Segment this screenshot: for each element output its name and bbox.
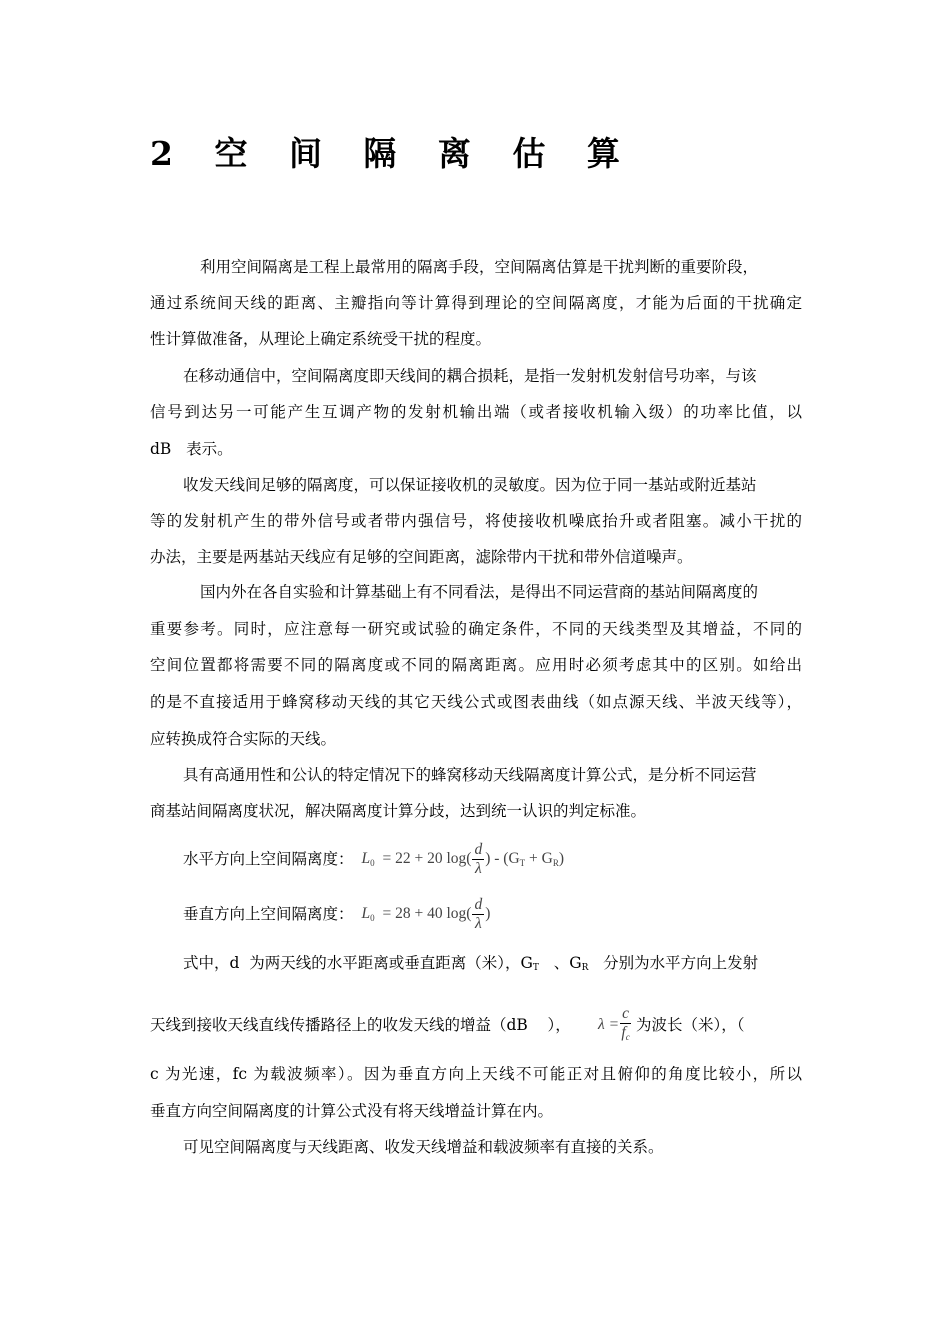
formula-horizontal-constant: = 22 + 20 log( — [382, 849, 472, 867]
paragraph-3-line-2: 等的发射机产生的带外信号或者带内强信号，将使接收机噪底抬升或者阻塞。减小干扰的 — [150, 512, 802, 530]
formula-vertical-lhs: L — [361, 904, 371, 922]
formula-horizontal-plus: + G — [525, 849, 553, 867]
formula-horizontal-lhs: L — [361, 849, 371, 867]
paragraph-5-line-2: 商基站间隔离度状况，解决隔离度计算分歧，达到统一认识的判定标准。 — [150, 802, 647, 820]
fraction-denominator: λ — [474, 914, 482, 932]
gt-subscript: T — [532, 963, 539, 973]
lambda-denominator-sub: c — [625, 1031, 630, 1042]
gr-subscript: R — [581, 963, 589, 973]
paragraph-6-line-2-a: 天线到接收天线直线传播路径上的收发天线的增益（dB ）， — [150, 1016, 571, 1034]
paragraph-2-line-3: dB 表示。 — [150, 440, 233, 458]
paragraph-6-line-1-b: 、G — [538, 954, 582, 972]
paragraph-2-line-2: 信号到达另一可能产生互调产物的发射机输出端（或者接收机输入级）的功率比值，以 — [150, 403, 802, 421]
formula-vertical-label: 垂直方向上空间隔离度： — [183, 905, 354, 923]
formula-horizontal-fraction — [472, 841, 484, 878]
paragraph-4-line-5: 应转换成符合实际的天线。 — [150, 730, 337, 748]
paragraph-5-line-1: 具有高通用性和公认的特定情况下的蜂窝移动天线隔离度计算公式，是分析不同运营 — [183, 766, 757, 784]
lambda-denominator — [620, 1024, 631, 1046]
paragraph-1-line-3: 性计算做准备，从理论上确定系统受干扰的程度。 — [150, 330, 492, 348]
paragraph-6-line-4: 垂直方向空间隔离度的计算公式没有将天线增益计算在内。 — [150, 1102, 554, 1120]
paragraph-2-line-1: 在移动通信中，空间隔离度即天线间的耦合损耗，是指一发射机发射信号功率，与该 — [183, 367, 757, 385]
formula-vertical-constant: = 28 + 40 log( — [382, 904, 472, 922]
paragraph-7: 可见空间隔离度与天线距离、收发天线增益和载波频率有直接的关系。 — [183, 1138, 664, 1156]
paragraph-1-line-2: 通过系统间天线的距离、主瓣指向等计算得到理论的空间隔离度，才能为后面的干扰确定 — [150, 294, 802, 312]
lambda-denominator-f: f — [621, 1023, 626, 1041]
formula-horizontal-gr-sub: R — [552, 857, 559, 868]
fraction-numerator: d — [474, 840, 483, 858]
paragraph-4-line-1: 国内外在各自实验和计算基础上有不同看法，是得出不同运营商的基站间隔离度的 — [200, 583, 759, 601]
formula-horizontal-tail: ) - (G — [485, 849, 520, 867]
section-heading: 2 空 间 隔 离 估 算 — [150, 134, 635, 173]
lambda-symbol: λ = — [598, 1015, 620, 1033]
formula-vertical — [183, 893, 490, 935]
paragraph-3-line-1: 收发天线间足够的隔离度，可以保证接收机的灵敏度。因为位于同一基站或附近基站 — [183, 476, 757, 494]
paragraph-4-line-2: 重要参考。同时，应注意每一研究或试验的确定条件，不同的天线类型及其增益，不同的 — [150, 620, 802, 638]
paragraph-6-line-1-c: 分别为水平方向上发射 — [588, 954, 759, 972]
fraction-denominator: λ — [474, 859, 482, 877]
formula-horizontal-close: ) — [558, 849, 565, 867]
paragraph-6-line-1 — [183, 953, 758, 978]
paragraph-6-line-3: c 为光速，fc 为载波频率）。因为垂直方向上天线不可能正对且俯仰的角度比较小，所以 — [150, 1065, 802, 1083]
lambda-numerator: c — [622, 1004, 629, 1022]
formula-horizontal — [183, 838, 564, 880]
paragraph-6-line-1-a: 式中，d 为两天线的水平距离或垂直距离（米），G — [183, 954, 533, 972]
paragraph-3-line-3: 办法，主要是两基站天线应有足够的空间距离，滤除带内干扰和带外信道噪声。 — [150, 548, 693, 566]
paragraph-1-line-1: 利用空间隔离是工程上最常用的隔离手段，空间隔离估算是干扰判断的重要阶段， — [200, 258, 759, 276]
formula-vertical-lhs-sub: 0 — [370, 912, 375, 923]
lambda-fraction — [620, 1005, 631, 1046]
paragraph-4-line-4: 的是不直接适用于蜂窝移动天线的其它天线公式或图表曲线（如点源天线、半波天线等）， — [150, 693, 802, 711]
paragraph-4-line-3: 空间位置都将需要不同的隔离度或不同的隔离距离。应用时必须考虑其中的区别。如给出 — [150, 656, 802, 674]
paragraph-6-line-2-b: 为波长（米），（ — [635, 1016, 745, 1034]
formula-horizontal-label: 水平方向上空间隔离度： — [183, 850, 354, 868]
formula-horizontal-gt-sub: T — [519, 857, 526, 868]
formula-vertical-fraction — [472, 896, 484, 933]
formula-vertical-close: ) — [485, 904, 491, 922]
formula-horizontal-lhs-sub: 0 — [370, 857, 375, 868]
fraction-numerator: d — [474, 895, 483, 913]
paragraph-6-line-2 — [150, 1004, 745, 1046]
